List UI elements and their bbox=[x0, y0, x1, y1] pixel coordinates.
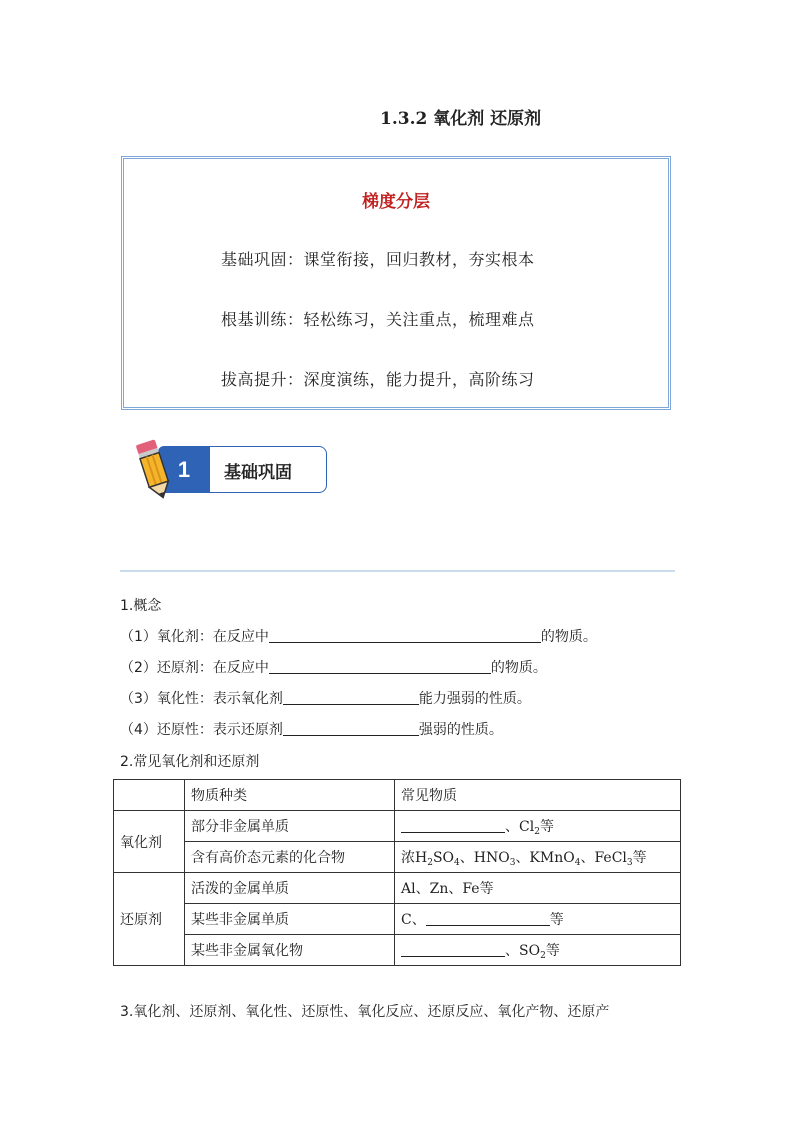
table-cell: 活泼的金属单质 bbox=[185, 873, 395, 904]
section-number: 1 bbox=[177, 457, 191, 482]
subscript: 4 bbox=[574, 857, 581, 868]
oxidizer-category: 氧化剂 bbox=[114, 811, 185, 873]
table-heading: 2.常见氧化剂和还原剂 bbox=[120, 754, 260, 770]
level-basic: 基础巩固：课堂衔接，回归教材，夯实根本 bbox=[221, 250, 535, 269]
answer-blank[interactable] bbox=[401, 818, 505, 833]
concept-item-4 bbox=[120, 719, 503, 739]
concept-3-prefix: （3）氧化性：表示氧化剂 bbox=[120, 691, 283, 707]
table-row bbox=[114, 842, 681, 873]
table-cell: 某些非金属氧化物 bbox=[185, 935, 395, 966]
item-3-text: 3.氧化剂、还原剂、氧化性、还原性、氧化反应、还原反应、氧化产物、还原产 bbox=[120, 1004, 610, 1020]
answer-blank[interactable] bbox=[269, 659, 491, 674]
concept-1-prefix: （1）氧化剂：在反应中 bbox=[120, 629, 269, 645]
table-cell: 部分非金属单质 bbox=[185, 811, 395, 842]
levels-heading: 梯度分层 bbox=[362, 192, 430, 212]
concept-4-suffix: 强弱的性质。 bbox=[418, 722, 503, 738]
table-row bbox=[114, 935, 681, 966]
cell-text: 等 bbox=[549, 912, 564, 928]
cell-text: 、Cl bbox=[505, 818, 535, 835]
table-cell bbox=[395, 935, 681, 966]
level-advanced: 拔高提升：深度演练，能力提升，高阶练习 bbox=[221, 370, 535, 389]
header-common: 常见物质 bbox=[395, 780, 681, 811]
answer-blank[interactable] bbox=[426, 911, 550, 926]
cell-text: 等 bbox=[539, 818, 554, 835]
subscript: 2 bbox=[540, 950, 546, 961]
concept-4-prefix: （4）还原性：表示还原剂 bbox=[120, 722, 283, 738]
table-header-row bbox=[114, 780, 681, 811]
section-label: 基础巩固 bbox=[224, 463, 292, 483]
cell-text: 、KMnO bbox=[515, 849, 575, 866]
concept-item-2 bbox=[120, 657, 547, 677]
concept-1-suffix: 的物质。 bbox=[540, 629, 597, 645]
concept-item-3 bbox=[120, 688, 531, 708]
section-divider bbox=[120, 570, 675, 572]
cell-text: 等 bbox=[632, 849, 647, 866]
header-kind: 物质种类 bbox=[185, 780, 395, 811]
reducer-category: 还原剂 bbox=[114, 873, 185, 966]
subscript: 3 bbox=[509, 857, 516, 868]
concept-2-suffix: 的物质。 bbox=[490, 660, 547, 676]
answer-blank[interactable] bbox=[401, 942, 505, 957]
answer-blank[interactable] bbox=[283, 721, 419, 736]
agents-table bbox=[113, 779, 681, 966]
cell-text: 、HNO bbox=[459, 849, 510, 866]
table-cell bbox=[395, 904, 681, 935]
concept-2-prefix: （2）还原剂：在反应中 bbox=[120, 660, 269, 676]
cell-text: 浓H bbox=[401, 849, 428, 866]
answer-blank[interactable] bbox=[269, 628, 541, 643]
cell-text: SO bbox=[432, 849, 455, 866]
subscript: 4 bbox=[454, 857, 460, 868]
cell-text: 、FeCl bbox=[580, 849, 627, 866]
subscript: 2 bbox=[534, 826, 540, 837]
subscript: 2 bbox=[427, 857, 433, 868]
table-cell: Al、Zn、Fe等 bbox=[395, 873, 681, 904]
table-cell: 含有高价态元素的化合物 bbox=[185, 842, 395, 873]
page-title: 1.3.2 氧化剂 还原剂 bbox=[380, 109, 542, 129]
table-cell: 某些非金属单质 bbox=[185, 904, 395, 935]
table-row bbox=[114, 811, 681, 842]
gradient-levels-box bbox=[121, 156, 671, 410]
table-cell bbox=[395, 842, 681, 873]
cell-text: C、 bbox=[401, 912, 426, 928]
concept-item-1 bbox=[120, 626, 597, 646]
cell-text: 、SO bbox=[505, 942, 541, 959]
concept-3-suffix: 能力强弱的性质。 bbox=[418, 691, 531, 707]
answer-blank[interactable] bbox=[283, 690, 419, 705]
table-cell bbox=[114, 780, 185, 811]
cell-text: 等 bbox=[545, 942, 560, 959]
table-cell bbox=[395, 811, 681, 842]
level-foundation: 根基训练：轻松练习，关注重点，梳理难点 bbox=[221, 310, 535, 329]
concepts-heading: 1.概念 bbox=[120, 598, 162, 614]
subscript: 3 bbox=[626, 857, 633, 868]
table-row bbox=[114, 904, 681, 935]
table-row bbox=[114, 873, 681, 904]
